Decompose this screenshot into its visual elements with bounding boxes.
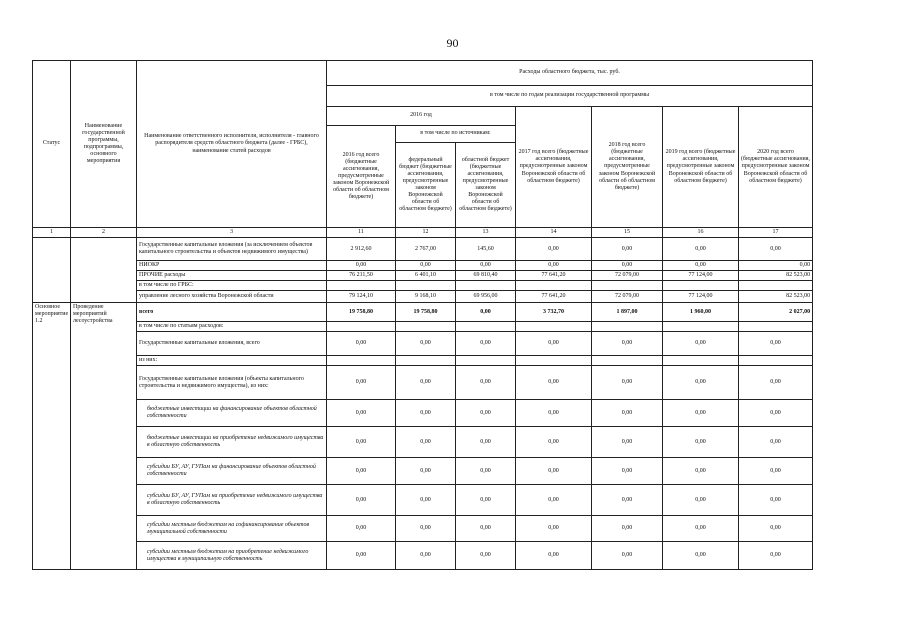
row-label: в том числе по ГРБС: bbox=[137, 281, 327, 291]
row-label: субсидии местным бюджетам на приобретение недвижимого имущества в муниципальную собственность bbox=[137, 542, 327, 570]
value-2018: 0,00 bbox=[592, 400, 663, 427]
value-2019: 0,00 bbox=[663, 400, 739, 427]
header-program-name: Наименование государственной программы, подпрограммы, основного мероприятия bbox=[71, 61, 137, 228]
value-2020: 0,00 bbox=[739, 238, 813, 261]
empty-cell bbox=[396, 356, 456, 366]
value-federal: 9 168,10 bbox=[396, 291, 456, 303]
value-2020: 82 523,00 bbox=[739, 271, 813, 281]
empty-cell bbox=[592, 281, 663, 291]
table-row bbox=[33, 322, 813, 332]
value-2017: 0,00 bbox=[516, 366, 592, 400]
header-col-federal: федеральный бюджет (бюджетные ассигнования, предусмотренные законом Воронежской области об областном бюджете) bbox=[396, 143, 456, 228]
value-2019: 77 124,00 bbox=[663, 291, 739, 303]
empty-cell bbox=[456, 281, 516, 291]
value-2016-total: 0,00 bbox=[327, 261, 396, 271]
row-label: управление лесного хозяйства Воронежской области bbox=[137, 291, 327, 303]
column-number: 13 bbox=[456, 228, 516, 238]
table-row bbox=[33, 356, 813, 366]
value-2016-total: 19 758,80 bbox=[327, 303, 396, 322]
value-regional: 0,00 bbox=[456, 427, 516, 458]
empty-cell bbox=[663, 356, 739, 366]
value-regional: 69 810,40 bbox=[456, 271, 516, 281]
value-federal: 2 767,00 bbox=[396, 238, 456, 261]
value-2017: 0,00 bbox=[516, 516, 592, 542]
value-2016-total: 2 912,60 bbox=[327, 238, 396, 261]
empty-cell bbox=[592, 356, 663, 366]
value-2017: 0,00 bbox=[516, 458, 592, 485]
row-label: всего bbox=[137, 303, 327, 322]
header-col-regional: областной бюджет (бюджетные ассигнования, предусмотренные законом Воронежской области об областном бюджете) bbox=[456, 143, 516, 228]
value-2016-total: 0,00 bbox=[327, 458, 396, 485]
value-federal: 0,00 bbox=[396, 400, 456, 427]
program-cell-empty bbox=[71, 238, 137, 303]
value-regional: 0,00 bbox=[456, 400, 516, 427]
value-2018: 1 897,00 bbox=[592, 303, 663, 322]
header-status: Статус bbox=[33, 61, 71, 228]
table-row bbox=[33, 303, 813, 322]
value-regional: 0,00 bbox=[456, 332, 516, 356]
value-federal: 0,00 bbox=[396, 516, 456, 542]
value-2019: 0,00 bbox=[663, 366, 739, 400]
value-2020: 0,00 bbox=[739, 485, 813, 516]
column-number: 14 bbox=[516, 228, 592, 238]
page-number: 90 bbox=[446, 36, 459, 50]
empty-cell bbox=[327, 356, 396, 366]
value-2016-total: 0,00 bbox=[327, 542, 396, 570]
value-2016-total: 0,00 bbox=[327, 516, 396, 542]
value-2020: 0,00 bbox=[739, 366, 813, 400]
value-2017: 0,00 bbox=[516, 332, 592, 356]
budget-table bbox=[32, 60, 813, 570]
empty-cell bbox=[456, 356, 516, 366]
table-row bbox=[33, 400, 813, 427]
value-2017: 0,00 bbox=[516, 400, 592, 427]
value-2017: 3 732,70 bbox=[516, 303, 592, 322]
value-2019: 0,00 bbox=[663, 427, 739, 458]
column-number: 12 bbox=[396, 228, 456, 238]
header-col-2017: 2017 год всего (бюджетные ассигнования, предусмотренные законом Воронежской области об областном бюджете) bbox=[516, 107, 592, 228]
column-number-row bbox=[33, 228, 813, 238]
value-federal: 0,00 bbox=[396, 458, 456, 485]
value-regional: 69 956,00 bbox=[456, 291, 516, 303]
value-2016-total: 79 124,10 bbox=[327, 291, 396, 303]
empty-cell bbox=[327, 322, 396, 332]
value-2020: 0,00 bbox=[739, 542, 813, 570]
value-federal: 0,00 bbox=[396, 542, 456, 570]
value-federal: 0,00 bbox=[396, 485, 456, 516]
section-status: Основное мероприятие 1.2 bbox=[33, 303, 71, 570]
section-name: Проведение мероприятий лесоустройства bbox=[71, 303, 137, 570]
value-2017: 0,00 bbox=[516, 261, 592, 271]
value-2020: 0,00 bbox=[739, 332, 813, 356]
value-2020: 0,00 bbox=[739, 516, 813, 542]
value-federal: 0,00 bbox=[396, 261, 456, 271]
header-col-2020: 2020 год всего (бюджетные ассигнования, предусмотренные законом Воронежской области об областном бюджете) bbox=[739, 107, 813, 228]
value-2019: 0,00 bbox=[663, 458, 739, 485]
empty-cell bbox=[396, 281, 456, 291]
value-2019: 0,00 bbox=[663, 516, 739, 542]
row-label: Государственные капитальные вложения, всего bbox=[137, 332, 327, 356]
row-label: Государственные капитальные вложения (объекты капитального строительства и недвижимого имущества), из них: bbox=[137, 366, 327, 400]
value-2017: 0,00 bbox=[516, 427, 592, 458]
table-row bbox=[33, 485, 813, 516]
header-by-years: в том числе по годам реализации государственной программы bbox=[327, 86, 813, 107]
table-row bbox=[33, 427, 813, 458]
value-2020: 0,00 bbox=[739, 400, 813, 427]
value-2016-total: 0,00 bbox=[327, 366, 396, 400]
header-expenses-title: Расходы областного бюджета, тыс. руб. bbox=[327, 61, 813, 86]
value-2017: 0,00 bbox=[516, 542, 592, 570]
value-2016-total: 0,00 bbox=[327, 332, 396, 356]
value-regional: 0,00 bbox=[456, 458, 516, 485]
value-2018: 0,00 bbox=[592, 366, 663, 400]
value-regional: 145,60 bbox=[456, 238, 516, 261]
table-row bbox=[33, 366, 813, 400]
table-row bbox=[33, 542, 813, 570]
empty-cell bbox=[663, 281, 739, 291]
value-regional: 0,00 bbox=[456, 303, 516, 322]
empty-cell bbox=[516, 281, 592, 291]
value-federal: 19 758,80 bbox=[396, 303, 456, 322]
value-federal: 0,00 bbox=[396, 366, 456, 400]
value-2020: 0,00 bbox=[739, 261, 813, 271]
value-2017: 0,00 bbox=[516, 485, 592, 516]
table-row bbox=[33, 332, 813, 356]
row-label: из них: bbox=[137, 356, 327, 366]
value-2018: 0,00 bbox=[592, 485, 663, 516]
row-label: бюджетные инвестиции на приобретение недвижимого имущества в областную собственность bbox=[137, 427, 327, 458]
value-federal: 0,00 bbox=[396, 427, 456, 458]
header-col-2016-total: 2016 год всего (бюджетные ассигнования, предусмотренные законом Воронежской области об областном бюджете) bbox=[327, 126, 396, 228]
empty-cell bbox=[396, 322, 456, 332]
value-2020: 2 027,00 bbox=[739, 303, 813, 322]
table-row bbox=[33, 516, 813, 542]
column-number: 1 bbox=[33, 228, 71, 238]
empty-cell bbox=[739, 356, 813, 366]
value-2017: 77 641,20 bbox=[516, 291, 592, 303]
row-label: ПРОЧИЕ расходы bbox=[137, 271, 327, 281]
table-row bbox=[33, 271, 813, 281]
row-label: в том числе по статьям расходов: bbox=[137, 322, 327, 332]
value-federal: 0,00 bbox=[396, 332, 456, 356]
value-2019: 0,00 bbox=[663, 238, 739, 261]
column-number: 16 bbox=[663, 228, 739, 238]
value-regional: 0,00 bbox=[456, 261, 516, 271]
row-label: Государственные капитальные вложения (за исключением объектов капитального строительства и объектов недвижимого имущества) bbox=[137, 238, 327, 261]
row-label: субсидии местным бюджетам на софинансирование объектов муниципальной собственности bbox=[137, 516, 327, 542]
table-row bbox=[33, 291, 813, 303]
column-number: 15 bbox=[592, 228, 663, 238]
empty-cell bbox=[663, 322, 739, 332]
value-regional: 0,00 bbox=[456, 485, 516, 516]
row-label: субсидии БУ, АУ, ГУПам на приобретение недвижимого имущества в областную собственность bbox=[137, 485, 327, 516]
value-regional: 0,00 bbox=[456, 542, 516, 570]
value-2016-total: 0,00 bbox=[327, 485, 396, 516]
value-2019: 1 960,00 bbox=[663, 303, 739, 322]
table-row bbox=[33, 238, 813, 261]
value-2018: 0,00 bbox=[592, 458, 663, 485]
value-2017: 77 641,20 bbox=[516, 271, 592, 281]
value-2018: 0,00 bbox=[592, 238, 663, 261]
value-2016-total: 0,00 bbox=[327, 400, 396, 427]
empty-cell bbox=[516, 356, 592, 366]
value-2020: 0,00 bbox=[739, 458, 813, 485]
header-year-2016: 2016 год bbox=[327, 107, 516, 126]
row-label: субсидии БУ, АУ, ГУПам на финансирование объектов областной собственности bbox=[137, 458, 327, 485]
value-2018: 0,00 bbox=[592, 332, 663, 356]
empty-cell bbox=[516, 322, 592, 332]
value-2018: 72 079,00 bbox=[592, 271, 663, 281]
column-number: 2 bbox=[71, 228, 137, 238]
value-2018: 0,00 bbox=[592, 261, 663, 271]
value-2018: 72 079,00 bbox=[592, 291, 663, 303]
value-2017: 0,00 bbox=[516, 238, 592, 261]
empty-cell bbox=[739, 322, 813, 332]
value-2020: 0,00 bbox=[739, 427, 813, 458]
value-2019: 77 124,00 bbox=[663, 271, 739, 281]
header-col-2018: 2018 год всего (бюджетные ассигнования, предусмотренные законом Воронежской области об областном бюджете) bbox=[592, 107, 663, 228]
status-cell-empty bbox=[33, 238, 71, 303]
value-2016-total: 76 211,50 bbox=[327, 271, 396, 281]
header-by-sources: в том числе по источникам: bbox=[396, 126, 516, 143]
value-2018: 0,00 bbox=[592, 542, 663, 570]
header-executor-name: Наименование ответственного исполнителя, исполнителя - главного распорядителя средств областного бюджета (далее - ГРБС), наименование статей расходов bbox=[137, 61, 327, 228]
column-number: 11 bbox=[327, 228, 396, 238]
value-2020: 82 523,00 bbox=[739, 291, 813, 303]
row-label: бюджетные инвестиции на финансирование объектов областной собственности bbox=[137, 400, 327, 427]
value-2018: 0,00 bbox=[592, 516, 663, 542]
table-row bbox=[33, 261, 813, 271]
empty-cell bbox=[739, 281, 813, 291]
header-col-2019: 2019 год всего (бюджетные ассигнования, предусмотренные законом Воронежской области об областном бюджете) bbox=[663, 107, 739, 228]
value-2016-total: 0,00 bbox=[327, 427, 396, 458]
empty-cell bbox=[327, 281, 396, 291]
table-row bbox=[33, 281, 813, 291]
value-2018: 0,00 bbox=[592, 427, 663, 458]
row-label: НИОКР bbox=[137, 261, 327, 271]
value-2019: 0,00 bbox=[663, 261, 739, 271]
empty-cell bbox=[592, 322, 663, 332]
column-number: 3 bbox=[137, 228, 327, 238]
value-regional: 0,00 bbox=[456, 516, 516, 542]
value-regional: 0,00 bbox=[456, 366, 516, 400]
column-number: 17 bbox=[739, 228, 813, 238]
empty-cell bbox=[456, 322, 516, 332]
table-row bbox=[33, 458, 813, 485]
value-2019: 0,00 bbox=[663, 332, 739, 356]
value-federal: 6 401,10 bbox=[396, 271, 456, 281]
value-2019: 0,00 bbox=[663, 542, 739, 570]
value-2019: 0,00 bbox=[663, 485, 739, 516]
